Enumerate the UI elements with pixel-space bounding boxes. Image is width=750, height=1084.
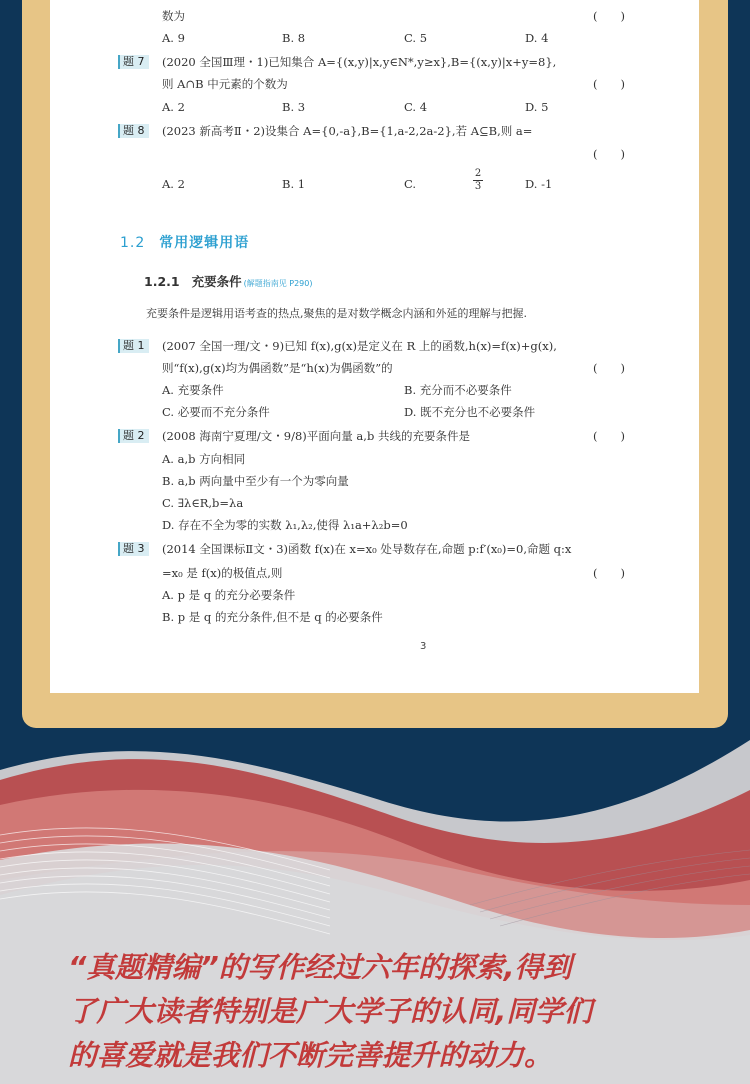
question-number-tag: 题 2 xyxy=(118,429,149,443)
option-a: A. 充要条件 xyxy=(162,383,224,397)
option-d: D. 存在不全为零的实数 λ₁,λ₂,使得 λ₁a+λ₂b=0 xyxy=(162,518,408,532)
slogan-line: “真题精编”的写作经过六年的探索,得到 xyxy=(68,951,572,984)
question-text: =x₀ 是 f(x)的极值点,则 xyxy=(162,566,283,580)
question-number-tag: 题 3 xyxy=(118,542,149,556)
answer-blank: ( ) xyxy=(593,566,625,580)
question-text: 数为 xyxy=(162,9,185,23)
fraction-denominator: 3 xyxy=(474,181,482,192)
section-title: 常用逻辑用语 xyxy=(159,235,250,251)
option-d: D. 5 xyxy=(525,100,549,114)
slogan-line: 了广大读者特别是广大学子的认同,同学们 xyxy=(68,995,592,1028)
subsection-title: 充要条件 xyxy=(191,274,242,289)
option-d: D. 既不充分也不必要条件 xyxy=(404,405,536,419)
answer-blank: ( ) xyxy=(593,77,625,91)
question-text: (2020 全国Ⅲ理・1)已知集合 A={(x,y)|x,y∈N*,y≥x},B={(x,y)|x+y=8}, xyxy=(162,55,557,69)
option-a: A. p 是 q 的充分必要条件 xyxy=(162,588,296,602)
answer-blank: ( ) xyxy=(593,361,625,375)
answer-blank: ( ) xyxy=(593,429,625,443)
page-number: 3 xyxy=(420,641,427,652)
option-c: C. 5 xyxy=(404,31,428,45)
option-b: B. 充分而不必要条件 xyxy=(404,383,512,397)
option-c: C. 4 xyxy=(404,100,428,114)
question-text: 则 A∩B 中元素的个数为 xyxy=(162,77,288,91)
question-number-tag: 题 7 xyxy=(118,55,149,69)
option-a: A. a,b 方向相同 xyxy=(162,452,246,466)
question-number-tag: 题 1 xyxy=(118,339,149,353)
fraction xyxy=(473,168,483,193)
question-number-tag: 题 8 xyxy=(118,124,149,138)
question-text: (2014 全国课标Ⅱ文・3)函数 f(x)在 x=x₀ 处导数存在,命题 p:f′(x₀)=0,命题 q:x xyxy=(162,542,572,556)
question-text: (2007 全国一理/文・9)已知 f(x),g(x)是定义在 R 上的函数,h(x)=f(x)+g(x), xyxy=(162,339,557,353)
answer-blank: ( ) xyxy=(593,147,625,161)
option-b: B. 8 xyxy=(282,31,306,45)
slogan-line: 的喜爱就是我们不断完善提升的动力。 xyxy=(68,1039,553,1072)
book-page xyxy=(50,0,699,693)
option-b: B. 3 xyxy=(282,100,306,114)
section-number: 1.2 xyxy=(120,235,146,251)
option-c: C. xyxy=(404,177,417,191)
option-a: A. 9 xyxy=(162,31,185,45)
option-c: C. 必要而不充分条件 xyxy=(162,405,270,419)
option-d: D. 4 xyxy=(525,31,549,45)
option-a: A. 2 xyxy=(162,100,185,114)
option-c: C. ∃λ∈R,b=λa xyxy=(162,496,244,510)
subsection-heading xyxy=(144,272,313,290)
option-b: B. p 是 q 的充分条件,但不是 q 的必要条件 xyxy=(162,610,383,624)
section-heading xyxy=(120,232,249,252)
question-text: 则“f(x),g(x)均为偶函数”是“h(x)为偶函数”的 xyxy=(162,361,393,375)
solution-hint-link[interactable]: (解题指南见 P290) xyxy=(243,279,313,288)
option-b: B. a,b 两向量中至少有一个为零向量 xyxy=(162,474,349,488)
answer-blank: ( ) xyxy=(593,9,625,23)
subsection-number: 1.2.1 xyxy=(144,274,180,289)
option-d: D. -1 xyxy=(525,177,553,191)
question-text: (2023 新高考Ⅱ・2)设集合 A={0,-a},B={1,a-2,2a-2},若 A⊆B,则 a= xyxy=(162,124,533,138)
fraction-numerator: 2 xyxy=(474,168,482,179)
option-a: A. 2 xyxy=(162,177,185,191)
question-text: (2008 海南宁夏理/文・9/8)平面向量 a,b 共线的充要条件是 xyxy=(162,429,470,443)
intro-paragraph: 充要条件是逻辑用语考查的热点,聚焦的是对数学概念内涵和外延的理解与把握. xyxy=(146,307,527,320)
option-b: B. 1 xyxy=(282,177,306,191)
